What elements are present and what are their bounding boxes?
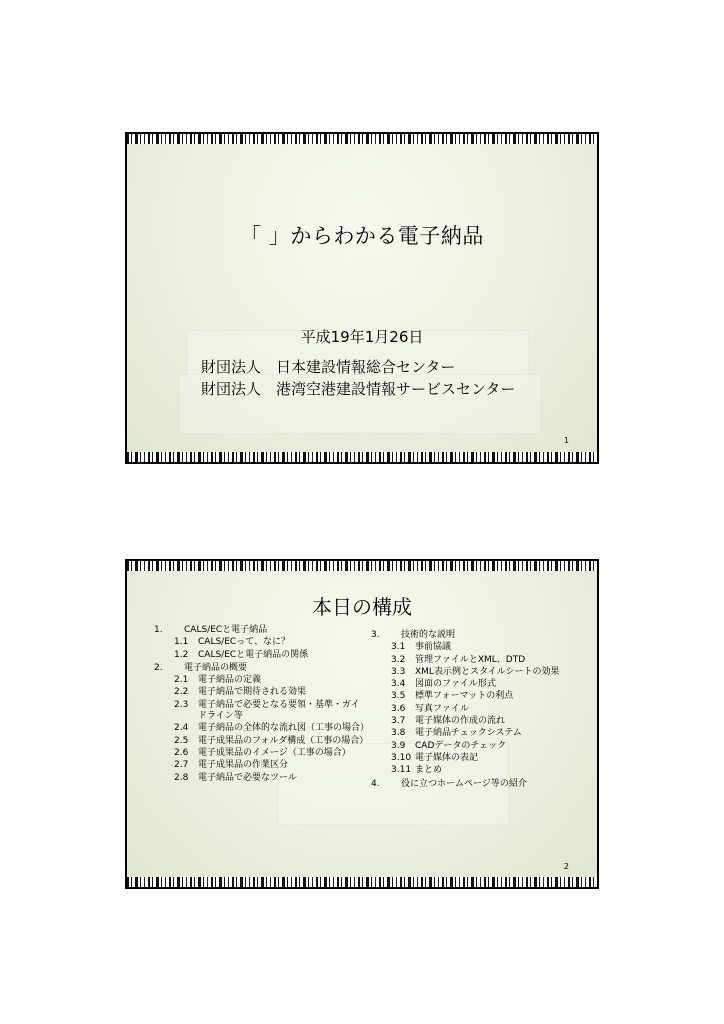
- toc-left-column: [154, 624, 370, 784]
- toc-item: [154, 773, 366, 784]
- toc-item: [154, 723, 370, 734]
- toc-item-text: 役に立つホームページ等の紹介: [401, 778, 527, 789]
- toc-item: [371, 667, 581, 678]
- toc-item-text: 図面のファイル形式: [415, 679, 496, 690]
- organization-2: 財団法人 港湾空港建設情報サービスセンター: [201, 380, 516, 398]
- toc-item-number: 3.10: [391, 752, 412, 763]
- toc-item-text: XML表示例とスタイルシートの効果: [415, 666, 560, 677]
- toc-item: [371, 679, 581, 690]
- page-number: 1: [563, 436, 569, 445]
- toc-item: [371, 741, 581, 752]
- toc-item-text: CALS/ECと電子納品の関係: [198, 649, 309, 660]
- toc-item-text: CALS/ECって、なに？: [198, 637, 290, 648]
- toc-item-text: 電子媒体の表記: [415, 752, 479, 763]
- toc-item: [371, 642, 581, 653]
- toc-item: [154, 663, 366, 674]
- toc-item-text: まとめ: [415, 765, 443, 776]
- toc-item: [371, 655, 581, 666]
- toc-item-text: CALS/ECと電子納品: [184, 625, 268, 635]
- toc-item-number: 3.7: [391, 716, 406, 727]
- slide-border-top: [127, 134, 597, 144]
- toc-item: [154, 700, 366, 723]
- toc-item: [154, 637, 366, 648]
- toc-item-text: 電子成果品の作業区分: [198, 760, 289, 771]
- toc-item: [371, 728, 581, 739]
- toc-item-number: 2.7: [174, 760, 189, 771]
- toc-item-text: 電子納品で期待される効果: [198, 687, 307, 698]
- toc-item-number: 3.1: [391, 642, 406, 653]
- toc-right-column: [371, 629, 581, 790]
- toc-item-text: 電子納品の定義: [198, 675, 262, 686]
- toc-item-number: 2.6: [174, 747, 189, 758]
- toc-item-text: 電子納品で必要となる要領・基準・ガイドライン等: [198, 699, 360, 722]
- toc-item-number: 1.: [154, 625, 163, 635]
- toc-item-number: 2.: [154, 662, 163, 673]
- toc-item-number: 3.3: [391, 666, 406, 677]
- toc-item-text: 電子媒体の作成の流れ: [415, 716, 506, 727]
- toc-item-text: 電子納品で必要なツール: [198, 772, 297, 783]
- toc-item-number: 2.5: [174, 735, 189, 746]
- toc-item: [371, 779, 581, 790]
- toc-item: [371, 765, 581, 776]
- toc-item: [371, 704, 581, 715]
- toc-item-text: 標準フォーマットの利点: [415, 691, 514, 702]
- toc-item: [154, 675, 366, 686]
- toc-item-text: 管理ファイルとXML、DTD: [415, 654, 526, 665]
- slide-border-bottom: [127, 877, 597, 887]
- toc-item-number: 3.6: [391, 703, 406, 714]
- slide-border-top: [127, 561, 597, 571]
- slide-border-bottom: [127, 452, 597, 462]
- slide-title: 本日の構成: [312, 595, 412, 619]
- toc-item-text: 写真ファイル: [415, 703, 469, 714]
- toc-item: [371, 630, 581, 641]
- toc-item-number: 1.1: [174, 637, 189, 648]
- toc-item-number: 4.: [371, 778, 380, 789]
- toc-item-text: CADデータのチェック: [415, 740, 507, 751]
- toc-item-number: 2.1: [174, 675, 189, 686]
- toc-item-number: 2.3: [174, 699, 189, 710]
- toc-item-text: 電子納品チェックシステム: [415, 728, 522, 739]
- toc-item-text: 技術的な説明: [401, 630, 456, 640]
- toc-item-number: 2.4: [174, 723, 189, 734]
- toc-item: [371, 691, 581, 702]
- toc-item-text: 電子納品の概要: [184, 662, 248, 673]
- toc-item: [154, 625, 366, 636]
- presentation-date: 平成19年1月26日: [300, 328, 424, 346]
- toc-item-text: 電子納品の全体的な流れ図（工事の場合）: [198, 723, 370, 734]
- toc-item-number: 3.2: [391, 654, 406, 665]
- toc-item-number: 1.2: [174, 649, 189, 660]
- toc-item-number: 3.8: [391, 728, 406, 739]
- toc-item-number: 3.: [371, 630, 380, 640]
- toc-item-text: 事前協議: [415, 642, 452, 653]
- slide-2: [125, 559, 599, 889]
- toc-item: [371, 753, 581, 764]
- toc-item: [154, 748, 366, 759]
- toc-item-number: 3.9: [391, 740, 406, 751]
- toc-item: [154, 735, 369, 747]
- toc-item: [154, 650, 366, 661]
- toc-item-text: 電子成果品のイメージ（工事の場合）: [198, 747, 351, 758]
- toc-item-number: 2.2: [174, 687, 189, 698]
- toc-item: [154, 687, 366, 698]
- toc-item-text: 電子成果品のフォルダ構成（工事の場合）: [198, 735, 369, 746]
- slide-1: [125, 132, 599, 464]
- organization-1: 財団法人 日本建設情報総合センター: [201, 358, 456, 376]
- toc-item-number: 3.4: [391, 679, 406, 690]
- toc-item-number: 2.8: [174, 772, 189, 783]
- toc-item-number: 3.11: [391, 765, 412, 776]
- toc-item-number: 3.5: [391, 691, 406, 702]
- toc-item: [371, 716, 581, 727]
- slide-title: 「 」からわかる電子納品: [240, 224, 484, 248]
- toc-item: [154, 760, 366, 771]
- page-number: 2: [563, 862, 569, 871]
